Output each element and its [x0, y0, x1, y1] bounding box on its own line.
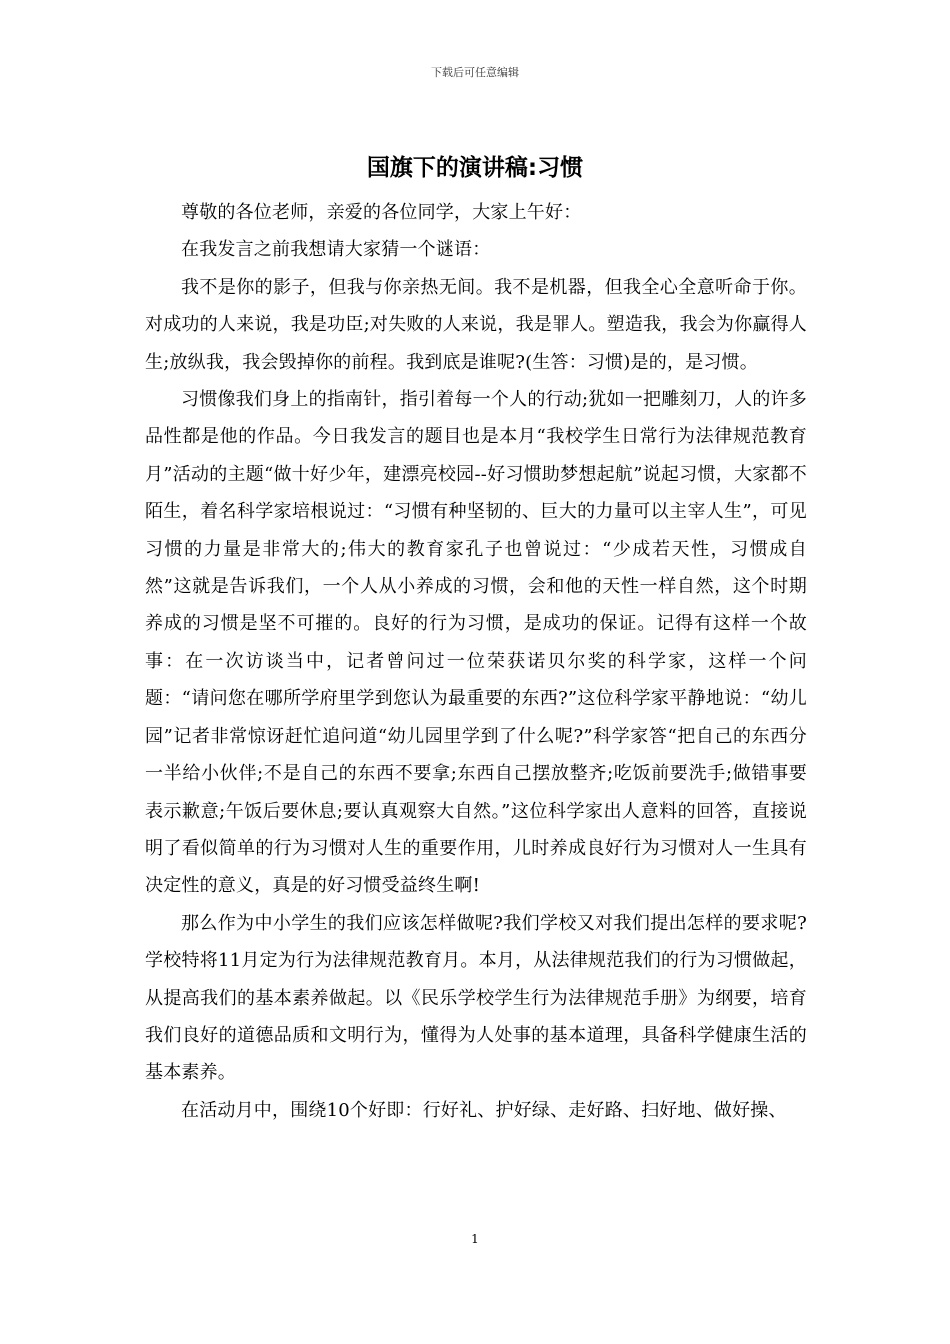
document-title: 国旗下的演讲稿:习惯	[366, 155, 584, 181]
document-body	[145, 194, 807, 1129]
paragraph-greeting: 尊敬的各位老师，亲爱的各位同学，大家上午好：	[181, 202, 582, 223]
paragraph-school-requirements: 那么作为中小学生的我们应该怎样做呢?我们学校又对我们提出怎样的要求呢?学校特将11月定为行为法律规范教育月。本月，从法律规范我们的行为习惯做起，从提高我们的基本素养做起。以《民乐学校学生行为法律规范手册》为纲要，培育我们良好的道德品质和文明行为，懂得为人处事的基本道理，具备科学健康生活的基本素养。	[145, 912, 807, 1084]
paragraph-intro: 在我发言之前我想请大家猜一个谜语：	[181, 239, 491, 261]
paragraph-activity-month: 在活动月中，围绕10个好即：行好礼、护好绿、走好路、扫好地、做好操、	[181, 1099, 787, 1121]
page-header: 下载后可任意编辑	[431, 66, 519, 79]
page-number: 1	[471, 1232, 479, 1246]
paragraph-habits: 习惯像我们身上的指南针，指引着每一个人的行动;犹如一把雕刻刀，人的许多品性都是他的作品。今日我发言的题目也是本月“我校学生日常行为法律规范教育月”活动的主题“做十好少年，建漂亮校园--好习惯助梦想起航”说起习惯，大家都不陌生，着名科学家培根说过：“习惯有种坚韧的、巨大的力量可以主宰人生”，可见习惯的力量是非常大的;伟大的教育家孔子也曾说过：“少成若天性，习惯成自然”这就是告诉我们，一个人从小养成的习惯，会和他的天性一样自然，这个时期养成的习惯是坚不可摧的。良好的行为习惯，是成功的保证。记得有这样一个故事：在一次访谈当中，记者曾问过一位荣获诺贝尔奖的科学家，这样一个问题：“请问您在哪所学府里学到您认为最重要的东西?”这位科学家平静地说：“幼儿园”记者非常惊讶赶忙追问道“幼儿园里学到了什么呢?”科学家答“把自己的东西分一半给小伙伴;不是自己的东西不要拿;东西自己摆放整齐;吃饭前要洗手;做错事要表示歉意;午饭后要休息;要认真观察大自然。”这位科学家出人意料的回答，直接说明了看似简单的行为习惯对人生的重要作用，儿时养成良好行为习惯对人一生具有决定性的意义，真是的好习惯受益终生啊!	[145, 389, 807, 897]
paragraph-riddle: 我不是你的影子，但我与你亲热无间。我不是机器，但我全心全意听命于你。对成功的人来说，我是功臣;对失败的人来说，我是罪人。塑造我，我会为你赢得人生;放纵我，我会毁掉你的前程。我到底是谁呢?(生答：习惯)是的，是习惯。	[145, 276, 807, 373]
